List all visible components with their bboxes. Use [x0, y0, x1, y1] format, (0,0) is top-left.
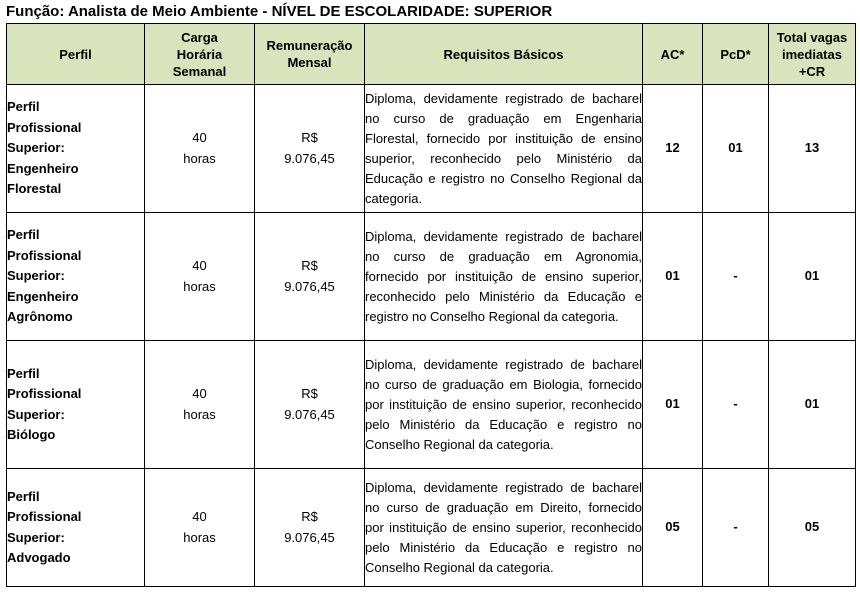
cell-pcd: -: [703, 469, 769, 587]
header-perfil: Perfil: [7, 24, 145, 85]
header-requisitos: Requisitos Básicos: [365, 24, 643, 85]
page-title: Função: Analista de Meio Ambiente - NÍVEL DE ESCOLARIDADE: SUPERIOR: [6, 3, 553, 20]
vacancy-table: [6, 23, 856, 587]
cell-perfil: Perfil Profissional Superior: Advogado: [7, 469, 145, 587]
cell-remuneracao: R$ 9.076,45: [255, 213, 365, 341]
table-row: [7, 213, 856, 341]
cell-perfil: Perfil Profissional Superior: Engenheiro Agrônomo: [7, 213, 145, 341]
cell-pcd: -: [703, 213, 769, 341]
cell-remuneracao: R$ 9.076,45: [255, 469, 365, 587]
cell-requisitos: Diploma, devidamente registrado de bacharel no curso de graduação em Agronomia, fornecido por instituição de ensino superior, reconhecido pelo Ministério da Educação e registro no Conselho Regional da categoria.: [365, 213, 643, 341]
cell-carga: 40 horas: [145, 85, 255, 213]
cell-total: 01: [769, 341, 856, 469]
cell-pcd: 01: [703, 85, 769, 213]
header-ac: AC*: [643, 24, 703, 85]
cell-remuneracao: R$ 9.076,45: [255, 85, 365, 213]
cell-ac: 05: [643, 469, 703, 587]
cell-pcd: -: [703, 341, 769, 469]
cell-perfil: Perfil Profissional Superior: Engenheiro Florestal: [7, 85, 145, 213]
header-carga-horaria: Carga Horária Semanal: [145, 24, 255, 85]
cell-total: 01: [769, 213, 856, 341]
table-header-row: [7, 24, 856, 85]
cell-carga: 40 horas: [145, 213, 255, 341]
cell-perfil: Perfil Profissional Superior: Biólogo: [7, 341, 145, 469]
table-row: [7, 341, 856, 469]
cell-carga: 40 horas: [145, 469, 255, 587]
cell-total: 13: [769, 85, 856, 213]
cell-ac: 01: [643, 341, 703, 469]
table-row: [7, 469, 856, 587]
cell-requisitos: Diploma, devidamente registrado de bacharel no curso de graduação em Biologia, fornecido por instituição de ensino superior, reconhecido pelo Ministério da Educação e registro no Conselho Regional da categoria.: [365, 341, 643, 469]
header-total-vagas: Total vagas imediatas +CR: [769, 24, 856, 85]
cell-ac: 01: [643, 213, 703, 341]
table-row: [7, 85, 856, 213]
cell-total: 05: [769, 469, 856, 587]
cell-remuneracao: R$ 9.076,45: [255, 341, 365, 469]
header-remuneracao: Remuneração Mensal: [255, 24, 365, 85]
header-pcd: PcD*: [703, 24, 769, 85]
cell-carga: 40 horas: [145, 341, 255, 469]
cell-requisitos: Diploma, devidamente registrado de bacharel no curso de graduação em Engenharia Florestal, fornecido por instituição de ensino superior, reconhecido pelo Ministério da Educação e registro no Conselho Regional da categoria.: [365, 85, 643, 213]
cell-requisitos: Diploma, devidamente registrado de bacharel no curso de graduação em Direito, fornecido por instituição de ensino superior, reconhecido pelo Ministério da Educação e registro no Conselho Regional da categoria.: [365, 469, 643, 587]
cell-ac: 12: [643, 85, 703, 213]
